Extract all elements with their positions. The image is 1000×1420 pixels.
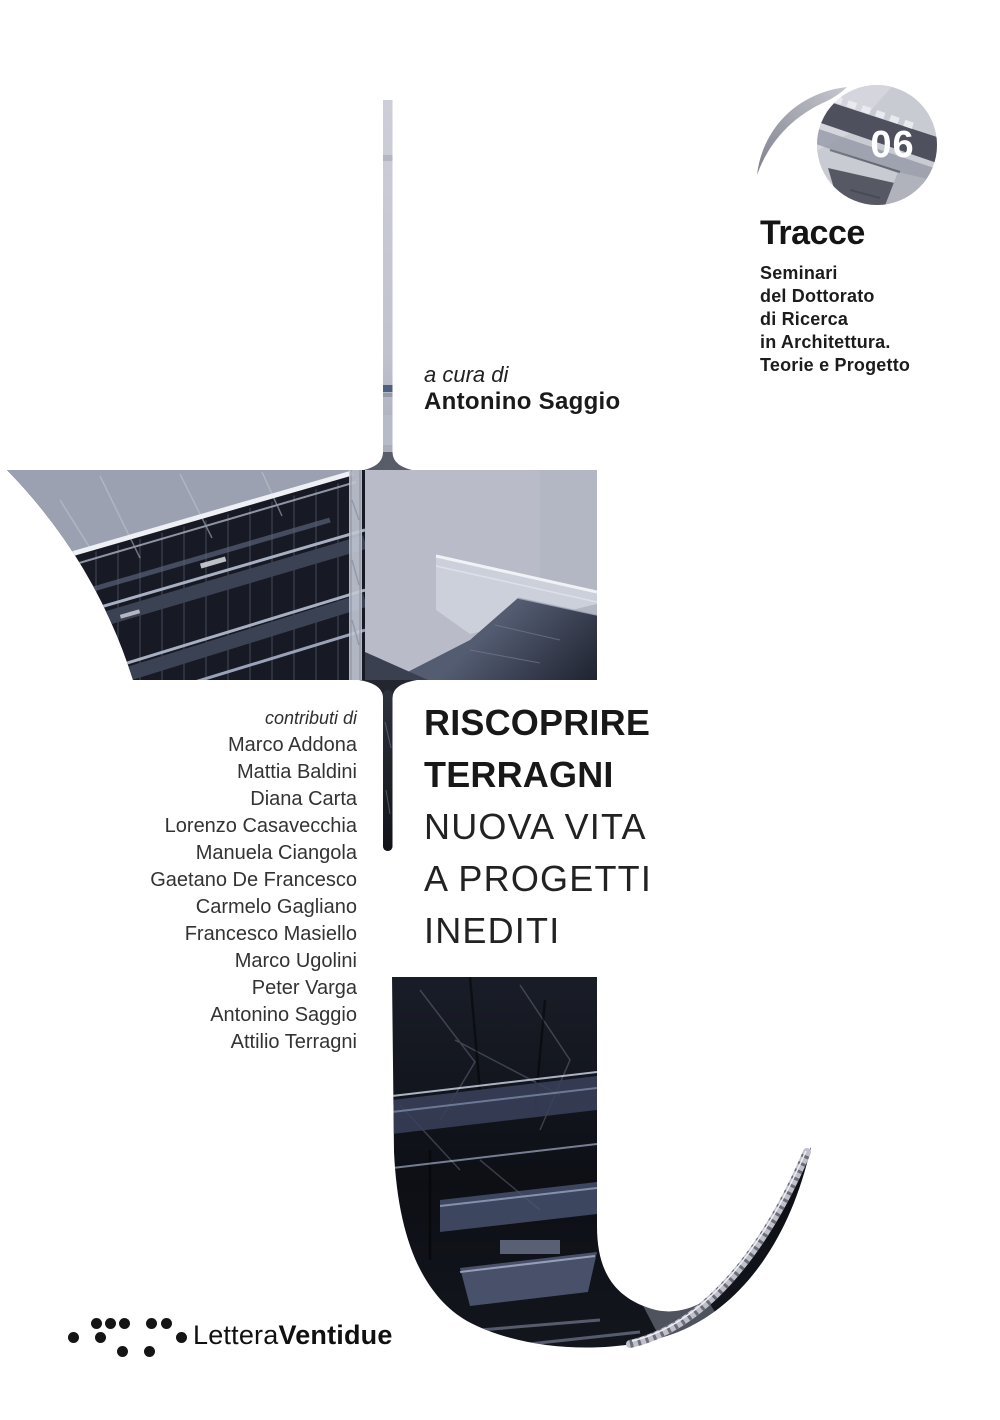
subtitle-line: NUOVA VITA — [424, 806, 647, 847]
publisher-name-regular: Lettera — [193, 1320, 279, 1350]
series-description-line: di Ricerca — [760, 309, 849, 329]
editor-label: a cura di — [424, 362, 509, 387]
title-line-bold: RISCOPRIRE — [424, 702, 651, 743]
lower-strip — [359, 680, 417, 851]
editor-name: Antonino Saggio — [424, 388, 621, 415]
title-line-bold: TERRAGNI — [424, 754, 614, 795]
series-description-line: in Architettura. — [760, 332, 891, 352]
series-description — [760, 262, 910, 377]
photo-band — [0, 470, 597, 692]
contributor-name: Peter Varga — [251, 977, 357, 999]
contributor-name: Diana Carta — [250, 788, 357, 810]
contributor-name: Marco Ugolini — [234, 950, 357, 972]
comma-shape — [380, 970, 820, 1365]
contributor-name: Manuela Ciangola — [195, 842, 357, 864]
series-description-line: Teorie e Progetto — [760, 355, 911, 375]
subtitle-line: INEDITI — [424, 910, 561, 951]
publisher-wordmark — [193, 1320, 393, 1351]
contributor-name: Mattia Baldini — [236, 761, 357, 783]
series-number: 06 — [870, 124, 915, 166]
contributor-name: Francesco Masiello — [184, 923, 357, 945]
series-description-line: del Dottorato — [760, 286, 875, 306]
series-name: Tracce — [760, 214, 865, 252]
series-description-line: Seminari — [760, 263, 838, 283]
vertical-strip — [359, 100, 417, 471]
editor-block — [424, 362, 620, 416]
contributors-list — [0, 705, 357, 1056]
contributor-name: Gaetano De Francesco — [150, 869, 357, 891]
publisher-name-bold: Ventidue — [278, 1320, 393, 1350]
contributor-name: Carmelo Gagliano — [195, 896, 357, 918]
contributor-name: Lorenzo Casavecchia — [164, 815, 357, 837]
contributor-name: Antonino Saggio — [210, 1004, 357, 1026]
contributors-label: contributi di — [264, 708, 357, 728]
subtitle-line: A PROGETTI — [424, 858, 653, 899]
contributor-name: Marco Addona — [228, 734, 357, 756]
book-title — [424, 697, 652, 957]
contributor-name: Attilio Terragni — [230, 1031, 357, 1053]
